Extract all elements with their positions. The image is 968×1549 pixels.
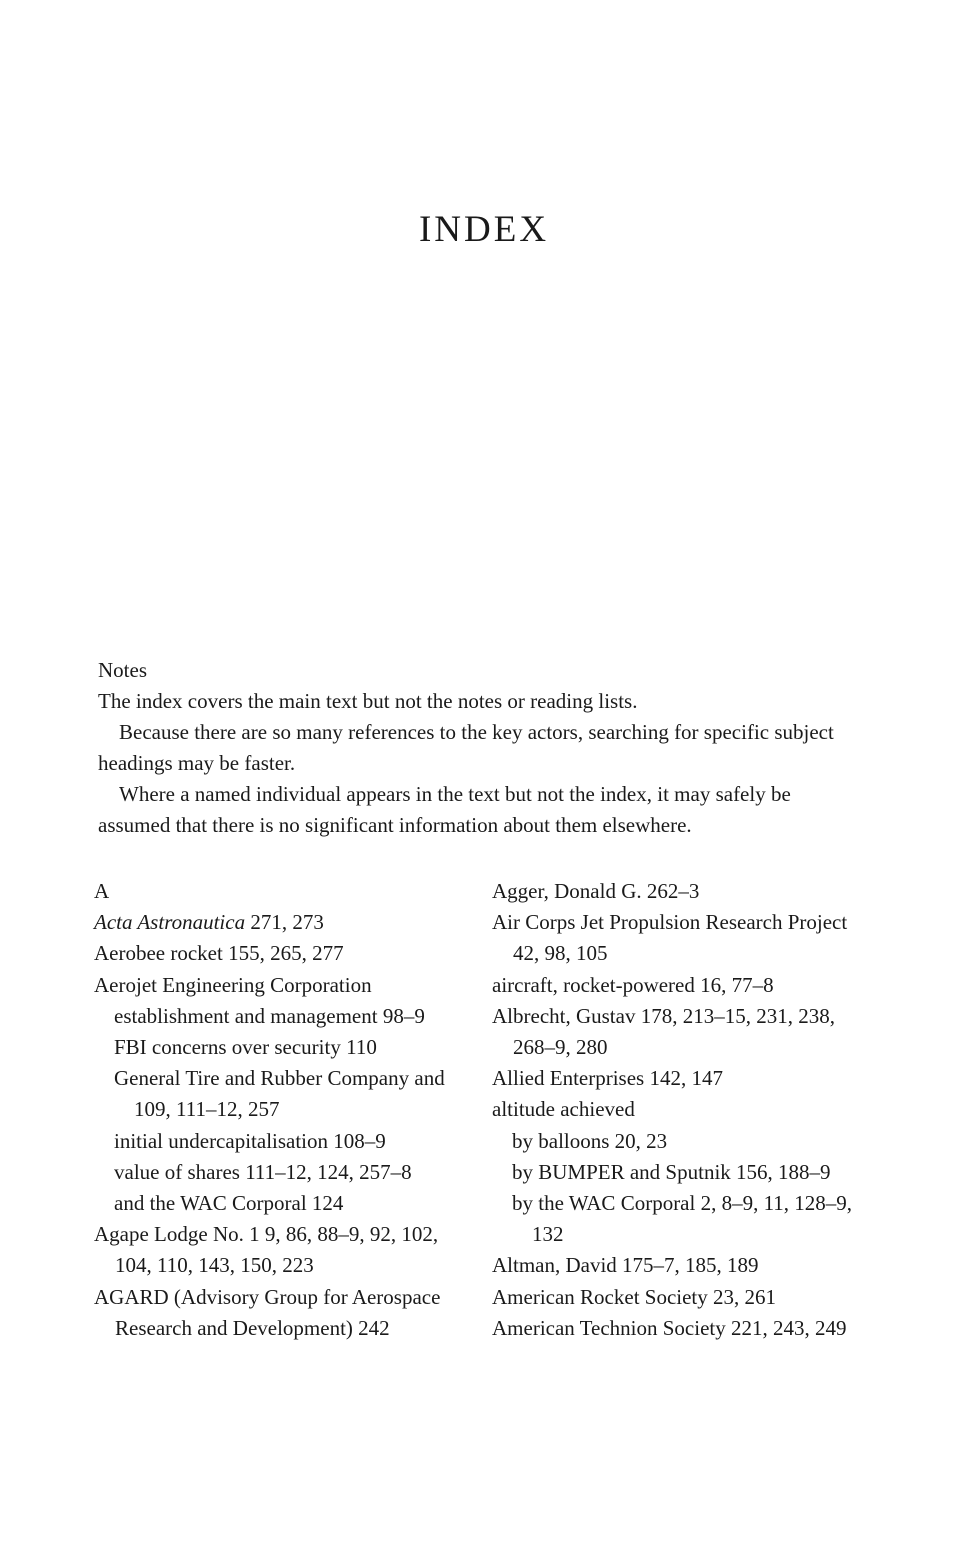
index-letter-heading: A [94, 879, 110, 903]
index-subentry: by BUMPER and Sputnik 156, 188–9 [512, 1159, 831, 1184]
index-column-left [94, 876, 464, 1344]
notes-section [98, 655, 858, 841]
notes-heading: Notes [98, 658, 147, 682]
index-entry: altitude achieved [492, 1097, 635, 1122]
notes-paragraph: The index covers the main text but not the notes or reading lists. [98, 689, 638, 713]
index-entry: American Rocket Society 23, 261 [492, 1284, 777, 1309]
index-subentry: by balloons 20, 23 [512, 1128, 668, 1153]
index-subentry: initial undercapitalisation 108–9 [114, 1128, 386, 1153]
notes-paragraph: Where a named individual appears in the text but not the index, it may safely be assumed that there is no significant information about them elsewhere. [98, 782, 791, 837]
page-title: INDEX [418, 209, 550, 250]
index-entry: Agape Lodge No. 1 9, 86, 88–9, 92, 102, 104, 110, 143, 150, 223 [94, 1222, 439, 1278]
index-entry-pages: 271, 273 [245, 910, 324, 935]
index-entry: Aerojet Engineering Corporation [94, 972, 372, 997]
index-entry-title: Acta Astronautica [94, 910, 246, 935]
index-column-right [492, 876, 862, 1344]
index-entry: Air Corps Jet Propulsion Research Project 42, 98, 105 [492, 910, 848, 966]
index-entry: Aerobee rocket 155, 265, 277 [94, 941, 344, 966]
index-entry: American Technion Society 221, 243, 249 [492, 1315, 847, 1340]
notes-paragraph: Because there are so many references to the key actors, searching for specific subject headings may be faster. [98, 720, 834, 775]
index-subentry: General Tire and Rubber Company and 109, 111–12, 257 [114, 1066, 445, 1122]
index-subentry: establishment and management 98–9 [114, 1003, 425, 1028]
index-entry: Allied Enterprises 142, 147 [492, 1066, 723, 1091]
index-entry: Altman, David 175–7, 185, 189 [492, 1253, 759, 1278]
index-entry: AGARD (Advisory Group for Aerospace Research and Development) 242 [94, 1284, 441, 1340]
index-entry: Albrecht, Gustav 178, 213–15, 231, 238, 268–9, 280 [492, 1003, 835, 1060]
index-entry: Agger, Donald G. 262–3 [492, 879, 700, 903]
index-entry: aircraft, rocket-powered 16, 77–8 [492, 972, 774, 997]
index-entry [94, 907, 464, 938]
index-subentry: and the WAC Corporal 124 [114, 1191, 344, 1216]
index-subentry: by the WAC Corporal 2, 8–9, 11, 128–9, 132 [512, 1191, 853, 1247]
index-subentry: FBI concerns over security 110 [114, 1035, 377, 1060]
index-subentry: value of shares 111–12, 124, 257–8 [114, 1159, 412, 1184]
